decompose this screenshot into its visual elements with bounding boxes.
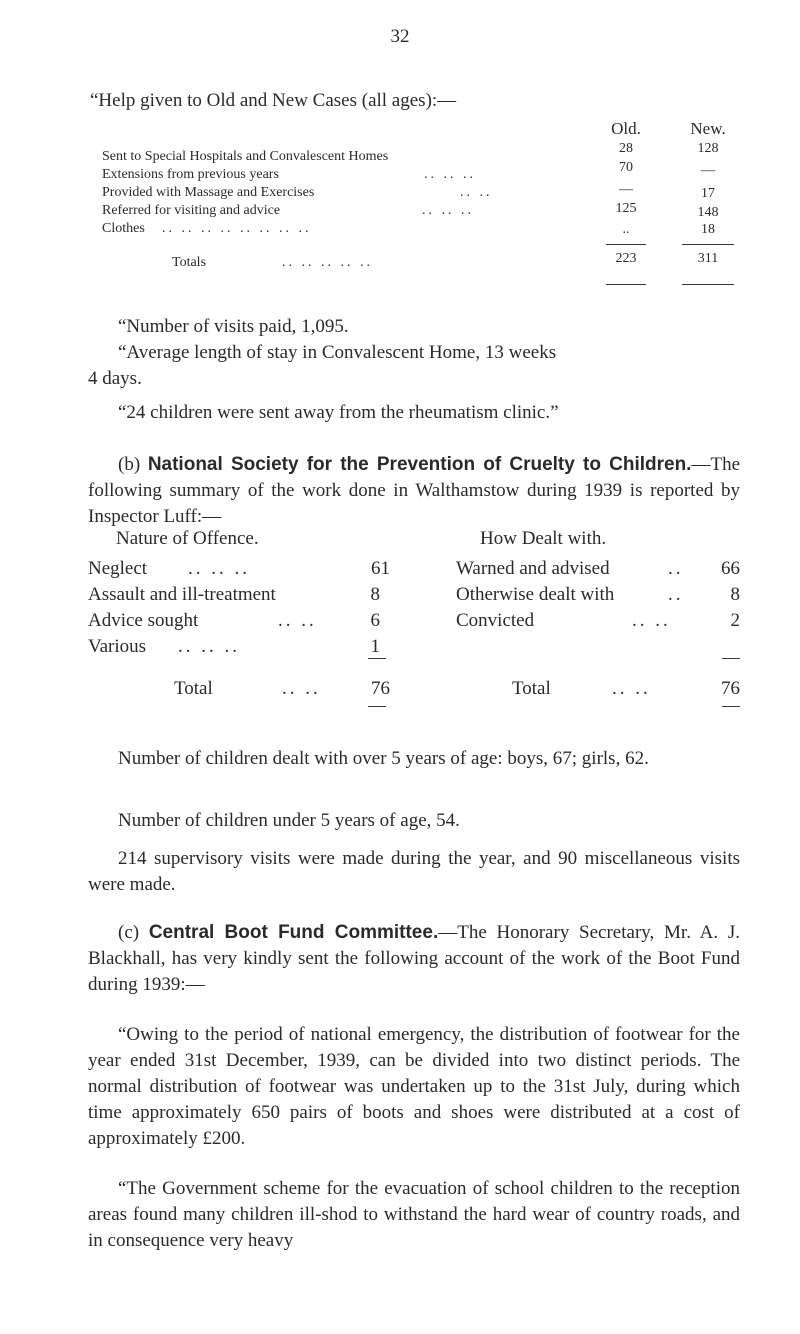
leader-dots: .. .. (460, 185, 493, 200)
boot-fund-paragraph (88, 920, 740, 998)
totals-new: 311 (697, 251, 719, 266)
offence-total: 76 (371, 678, 390, 699)
supervisory-text: 214 supervisory visits were made during the year, and 90 miscellaneous visits were made. (88, 848, 740, 895)
stay-text-line2: 4 days. (88, 368, 142, 389)
offence-label: Assault and ill-treatment (88, 584, 276, 605)
under5-paragraph (88, 808, 740, 834)
offence-value: 8 (370, 584, 380, 605)
rule (682, 284, 734, 285)
rule (368, 706, 386, 707)
leader-dots: .. .. (612, 678, 651, 699)
leader-dots: .. .. (632, 610, 671, 631)
help-row-new: 148 (697, 205, 719, 220)
help-row-old: 28 (619, 141, 633, 156)
help-row-new: 128 (697, 141, 719, 156)
leader-dots: .. .. (282, 678, 321, 699)
help-row-old: .. (622, 222, 630, 237)
dealt-label: Warned and advised (456, 558, 610, 579)
leader-dots: .. .. .. (188, 558, 250, 579)
nspcc-intro: —The following summary of the work done in Walthamstow during 1939 is reported by Inspector Luff:— (88, 454, 741, 527)
help-row-label: Sent to Special Hospitals and Convalescent Homes (102, 149, 389, 164)
help-row-old: 125 (615, 201, 637, 216)
over5-paragraph (88, 746, 740, 772)
rule (606, 284, 646, 285)
offence-label: Various (88, 636, 147, 657)
leader-dots: .. .. (278, 610, 317, 631)
help-row-new: 17 (701, 186, 715, 201)
rule (722, 706, 740, 707)
dealt-value: 66 (721, 558, 740, 579)
dealt-heading: How Dealt with. (480, 528, 607, 549)
nspcc-paragraph (88, 452, 740, 530)
dealt-label: Otherwise dealt with (456, 584, 615, 605)
dealt-value: 8 (730, 584, 740, 605)
help-row-old: — (619, 182, 633, 197)
help-row-label: Provided with Massage and Exercises (102, 185, 315, 200)
totals-label: Totals (172, 255, 207, 270)
page-number: 32 (390, 26, 410, 47)
col-new-header: New. (690, 119, 726, 138)
boot-fund-para2-text: “The Government scheme for the evacuation of school children to the reception areas found many children ill-shod to withstand the hard wear of country roads, and in consequence very heavy (88, 1178, 740, 1251)
dealt-value: 2 (730, 610, 740, 631)
rheumatism-text: “24 children were sent away from the rheumatism clinic.” (118, 402, 559, 423)
help-heading: “Help given to Old and New Cases (all ages):— (90, 90, 457, 111)
leader-dots: .. .. .. .. .. (282, 255, 373, 270)
totals-old: 223 (615, 251, 637, 266)
leader-dots: .. .. .. (422, 203, 474, 218)
col-old-header: Old. (611, 119, 641, 138)
help-row-old: 70 (619, 160, 633, 175)
under5-text: Number of children under 5 years of age, 54. (118, 810, 460, 831)
offence-value: 1 (370, 636, 380, 657)
boot-fund-para2 (88, 1176, 740, 1254)
rule (368, 658, 386, 659)
offence-value: 61 (371, 558, 390, 579)
dealt-label: Convicted (456, 610, 535, 631)
leader-dots: .. (668, 558, 684, 579)
nspcc-prefix: (b) (118, 454, 148, 475)
over5-text: Number of children dealt with over 5 years of age: boys, 67; girls, 62. (118, 748, 649, 769)
leader-dots: .. .. .. .. .. .. .. .. (162, 221, 312, 236)
boot-fund-para1-text: “Owing to the period of national emergency, the distribution of footwear for the year ended 31st December, 1939, can be divided into two distinct periods. The normal distribution of footwear was undertaken up to the 31st July, during which time approximately 650 pairs of boots and shoes were distributed at a cost of approximately £200. (88, 1024, 740, 1149)
boot-fund-para1 (88, 1022, 740, 1152)
leader-dots: .. .. .. (178, 636, 240, 657)
dealt-total-label: Total (512, 678, 551, 699)
offence-heading: Nature of Offence. (116, 528, 259, 549)
help-row-label: Extensions from previous years (102, 167, 279, 182)
boot-fund-title: Central Boot Fund Committee. (148, 922, 439, 943)
offence-value: 6 (370, 610, 380, 631)
offence-label: Advice sought (88, 610, 199, 631)
help-row-label: Clothes (102, 221, 145, 236)
leader-dots: .. .. .. (424, 167, 476, 182)
offence-total-label: Total (174, 678, 213, 699)
rule (606, 244, 646, 245)
dealt-total: 76 (721, 678, 740, 699)
leader-dots: .. (668, 584, 684, 605)
rule (682, 244, 734, 245)
supervisory-paragraph (88, 846, 740, 898)
help-row-new: — (701, 163, 715, 178)
boot-fund-prefix: (c) (118, 922, 149, 943)
nspcc-title: National Society for the Prevention of Cruelty to Children. (147, 454, 692, 475)
help-row-label: Referred for visiting and advice (102, 203, 281, 218)
help-row-new: 18 (701, 222, 715, 237)
boot-fund-intro: —The Honorary Secretary, Mr. A. J. Blackhall, has very kindly sent the following account of the work of the Boot Fund during 1939:— (88, 922, 740, 995)
visits-text: “Number of visits paid, 1,095. (118, 316, 349, 337)
offence-label: Neglect (88, 558, 148, 579)
stay-text-line1: “Average length of stay in Convalescent Home, 13 weeks (118, 342, 557, 363)
rule (722, 658, 740, 659)
